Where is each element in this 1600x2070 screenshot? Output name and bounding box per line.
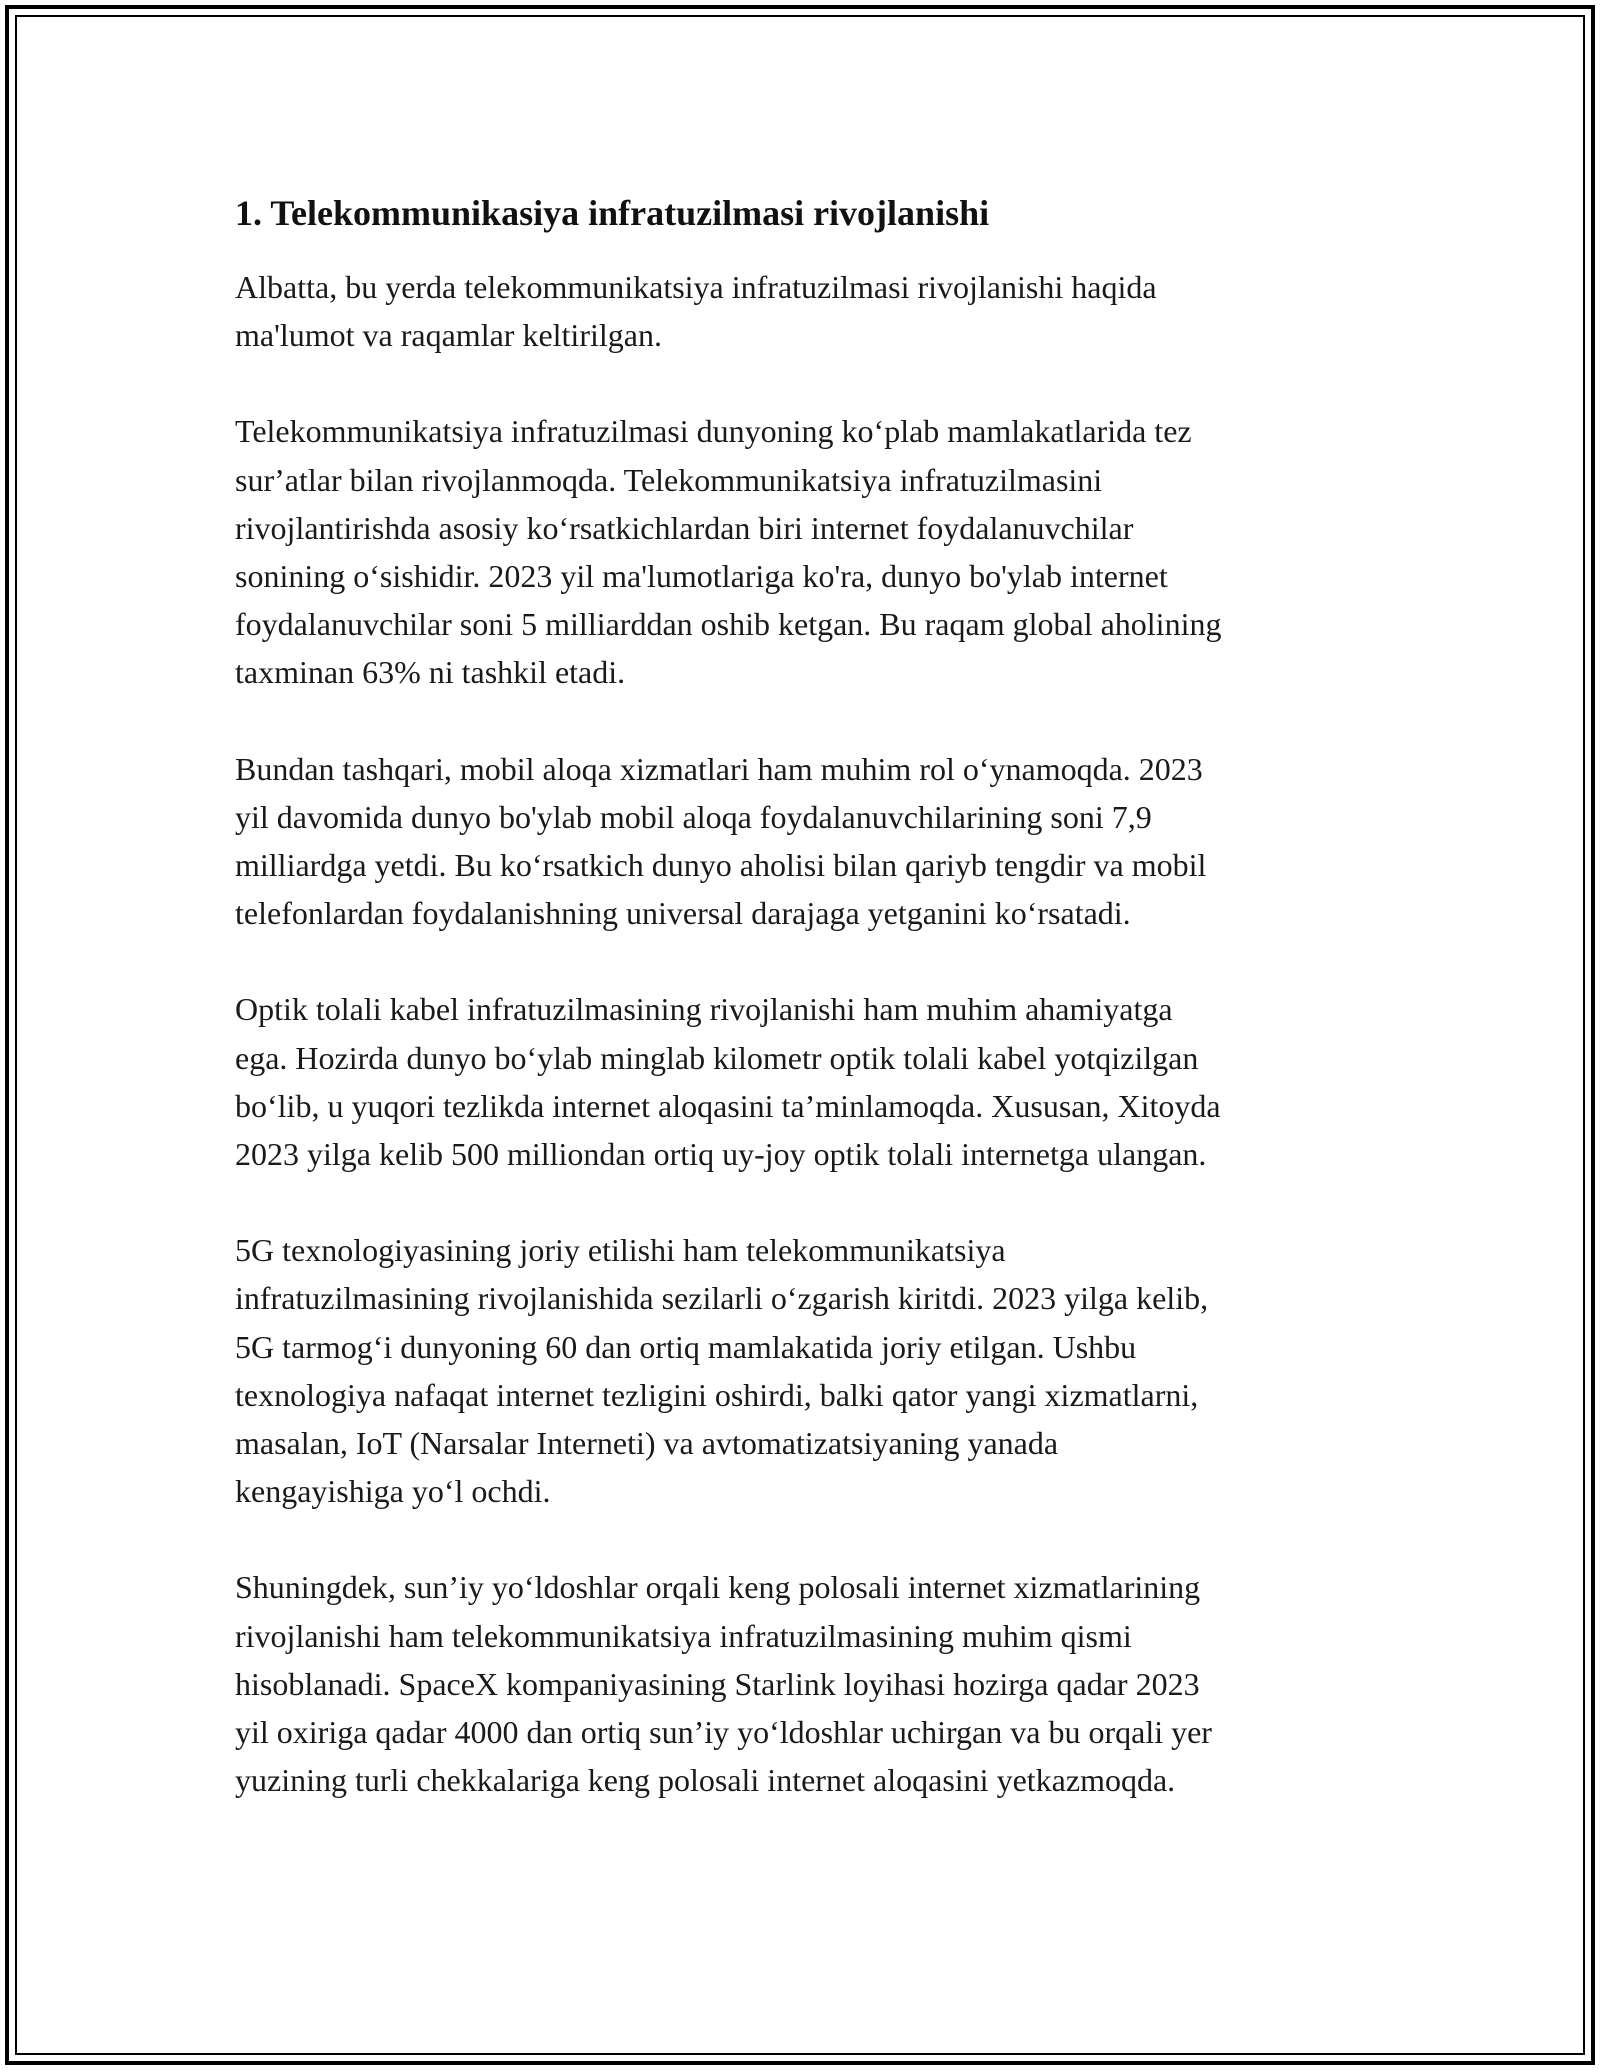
paragraph-line: Albatta, bu yerda telekommunikatsiya infratuzilmasi rivojlanishi haqida xyxy=(235,269,1157,305)
paragraph-internet-users xyxy=(235,407,1375,696)
paragraph-optical-fiber xyxy=(235,985,1375,1178)
paragraph-line: 5G texnologiyasining joriy etilishi ham telekommunikatsiya xyxy=(235,1232,1006,1269)
paragraph-line: telefonlardan foydalanishning universal darajaga yetganini koʻrsatadi. xyxy=(235,895,1131,932)
paragraph-line: foydalanuvchilar soni 5 milliarddan oshib ketgan. Bu raqam global aholining xyxy=(235,606,1222,643)
paragraph-line: hisoblanadi. SpaceX kompaniyasining Starlink loyihasi hozirga qadar 2023 xyxy=(235,1665,1200,1702)
paragraph-line: Telekommunikatsiya infratuzilmasi dunyoning koʻplab mamlakatlarida tez xyxy=(235,413,1192,450)
paragraph-line: Shuningdek, sunʼiy yoʻldoshlar orqali keng polosali internet xizmatlarining xyxy=(235,1569,1201,1606)
paragraph-line: ega. Hozirda dunyo boʻylab minglab kilometr optik tolali kabel yotqizilgan xyxy=(235,1039,1199,1076)
paragraph-intro xyxy=(235,263,1375,359)
paragraph-5g xyxy=(235,1226,1375,1515)
paragraph-satellite xyxy=(235,1563,1375,1804)
paragraph-line: Bundan tashqari, mobil aloqa xizmatlari ham muhim rol oʻynamoqda. 2023 xyxy=(235,750,1203,787)
paragraph-line: yuzining turli chekkalariga keng polosali internet aloqasini yetkazmoqda. xyxy=(235,1762,1176,1799)
paragraph-line: masalan, IoT (Narsalar Interneti) va avtomatizatsiyaning yanada xyxy=(235,1425,1059,1462)
paragraph-mobile xyxy=(235,745,1375,938)
paragraph-line: boʻlib, u yuqori tezlikda internet aloqasini taʼminlamoqda. Xususan, Xitoyda xyxy=(235,1087,1221,1124)
paragraph-line: kengayishiga yoʻl ochdi. xyxy=(235,1473,551,1510)
paragraph-line: texnologiya nafaqat internet tezligini oshirdi, balki qator yangi xizmatlarni, xyxy=(235,1376,1199,1413)
paragraph-line: yil davomida dunyo bo'ylab mobil aloqa foydalanuvchilarining soni 7,9 xyxy=(235,798,1152,835)
section-heading: 1. Telekommunikasiya infratuzilmasi rivojlanishi xyxy=(235,193,990,233)
paragraph-line: milliardga yetdi. Bu koʻrsatkich dunyo aholisi bilan qariyb tengdir va mobil xyxy=(235,847,1207,884)
paragraph-line: rivojlantirishda asosiy koʻrsatkichlardan biri internet foydalanuvchilar xyxy=(235,509,1134,546)
paragraph-line: surʼatlar bilan rivojlanmoqda. Telekommunikatsiya infratuzilmasini xyxy=(235,461,1103,498)
paragraph-line: infratuzilmasining rivojlanishida sezilarli oʻzgarish kiritdi. 2023 yilga kelib, xyxy=(235,1280,1209,1317)
document-page xyxy=(235,185,1375,1852)
paragraph-line: Optik tolali kabel infratuzilmasining rivojlanishi ham muhim ahamiyatga xyxy=(235,991,1173,1028)
paragraph-line: 5G tarmogʻi dunyoning 60 dan ortiq mamlakatida joriy etilgan. Ushbu xyxy=(235,1328,1137,1365)
paragraph-line: ma'lumot va raqamlar keltirilgan. xyxy=(235,317,662,354)
paragraph-line: yil oxiriga qadar 4000 dan ortiq sunʼiy yoʻldoshlar uchirgan va bu orqali yer xyxy=(235,1714,1212,1751)
paragraph-line: rivojlanishi ham telekommunikatsiya infratuzilmasining muhim qismi xyxy=(235,1617,1132,1654)
paragraph-line: sonining oʻsishidir. 2023 yil ma'lumotlariga ko'ra, dunyo bo'ylab internet xyxy=(235,558,1168,595)
paragraph-line: taxminan 63% ni tashkil etadi. xyxy=(235,654,626,691)
paragraph-line: 2023 yilga kelib 500 milliondan ortiq uy-joy optik tolali internetga ulangan. xyxy=(235,1136,1207,1173)
